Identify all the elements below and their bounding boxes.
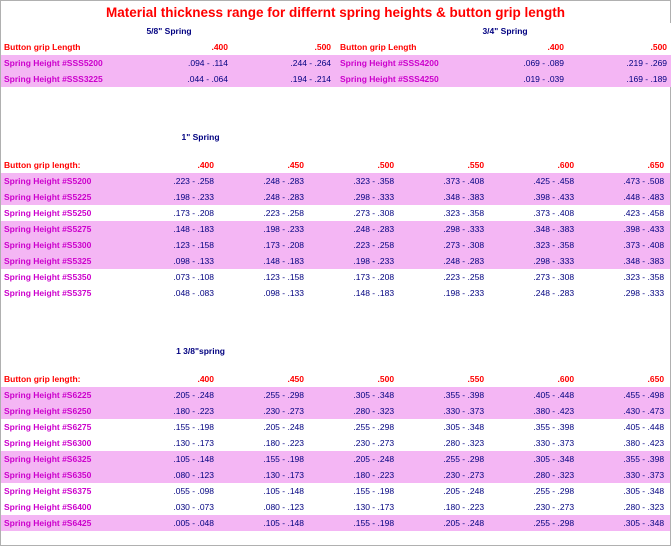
grip-value-600: .600 — [557, 160, 575, 170]
table-row — [1, 467, 670, 483]
thickness-cell: .080 - .123 — [173, 470, 214, 480]
spring-height-label: Spring Height #S6425 — [4, 518, 92, 528]
thickness-cell: .305 - .348 — [353, 390, 395, 400]
thickness-cell: .380 - .423 — [623, 438, 665, 448]
thickness-cell: .348 - .383 — [443, 192, 485, 202]
thickness-cell: .355 - .398 — [623, 454, 665, 464]
thickness-cell: .230 - .273 — [533, 502, 575, 512]
table-row — [1, 499, 670, 515]
thickness-cell: .173 - .208 — [353, 272, 395, 282]
spacer-row — [1, 359, 670, 371]
thickness-cell: .330 - .373 — [623, 470, 665, 480]
thickness-cell: .155 - .198 — [353, 518, 395, 528]
grip-header-row — [1, 39, 337, 55]
spring-height-label: Spring Height #S5250 — [4, 208, 92, 218]
thickness-cell: .255 - .298 — [353, 422, 395, 432]
grip-length-label: Button grip length: — [4, 374, 81, 384]
section-heading-3-4: 3/4" Spring — [482, 26, 528, 36]
table-1-inch-spring — [1, 129, 670, 301]
thickness-cell: .248 - .283 — [263, 192, 304, 202]
thickness-cell: .180 - .223 — [263, 438, 304, 448]
thickness-cell: .180 - .223 — [443, 502, 485, 512]
thickness-cell: .223 - .258 — [353, 240, 395, 250]
grip-value-650: .650 — [647, 160, 665, 170]
spring-height-label: Spring Height #S5275 — [4, 224, 92, 234]
grip-value-600: .600 — [557, 374, 575, 384]
spring-height-label: Spring Height #S6275 — [4, 422, 92, 432]
thickness-cell: .305 - .348 — [623, 486, 665, 496]
thickness-cell: .248 - .283 — [263, 176, 304, 186]
spring-height-label: Spring Height #S6325 — [4, 454, 92, 464]
thickness-cell: .248 - .283 — [443, 256, 485, 266]
spring-height-label: Spring Height #S6400 — [4, 502, 92, 512]
thickness-cell: .248 - .283 — [353, 224, 395, 234]
thickness-cell: .130 - .173 — [263, 470, 304, 480]
thickness-cell: .030 - .073 — [173, 502, 214, 512]
thickness-cell: .198 - .233 — [263, 224, 304, 234]
spring-height-label: Spring Height #SSS4250 — [340, 74, 439, 84]
thickness-cell: .430 - .473 — [623, 406, 665, 416]
table-row — [1, 253, 670, 269]
thickness-cell: .425 - .458 — [533, 176, 575, 186]
thickness-cell: .048 - .083 — [173, 288, 214, 298]
thickness-cell: .205 - .248 — [173, 390, 214, 400]
thickness-cell: .205 - .248 — [263, 422, 304, 432]
thickness-cell: .073 - .108 — [173, 272, 214, 282]
grip-value-550: .550 — [467, 160, 485, 170]
thickness-cell: .248 - .283 — [533, 288, 575, 298]
grip-value-550: .550 — [467, 374, 485, 384]
thickness-cell: .205 - .248 — [443, 518, 485, 528]
thickness-cell: .305 - .348 — [443, 422, 485, 432]
thickness-cell: .373 - .408 — [443, 176, 485, 186]
thickness-cell: .298 - .333 — [533, 256, 575, 266]
thickness-cell: .244 - .264 — [290, 58, 332, 68]
thickness-cell: .169 - .189 — [626, 74, 668, 84]
table-row — [1, 237, 670, 253]
grip-header-row — [1, 157, 670, 173]
thickness-cell: .298 - .333 — [623, 288, 665, 298]
spring-height-label: Spring Height #S5325 — [4, 256, 92, 266]
table-row — [1, 189, 670, 205]
thickness-cell: .273 - .308 — [533, 272, 575, 282]
thickness-cell: .180 - .223 — [173, 406, 214, 416]
thickness-cell: .155 - .198 — [263, 454, 304, 464]
thickness-cell: .305 - .348 — [623, 518, 665, 528]
thickness-cell: .373 - .408 — [623, 240, 665, 250]
grip-value-400: .400 — [547, 42, 564, 52]
grip-header-row — [1, 371, 670, 387]
thickness-cell: .298 - .333 — [443, 224, 485, 234]
thickness-cell: .148 - .183 — [173, 224, 214, 234]
thickness-cell: .473 - .508 — [623, 176, 665, 186]
thickness-cell: .055 - .098 — [173, 486, 214, 496]
grip-length-label: Button grip length: — [4, 160, 81, 170]
thickness-cell: .198 - .233 — [353, 256, 395, 266]
table-row — [1, 451, 670, 467]
thickness-cell: .323 - .358 — [533, 240, 575, 250]
table-row — [1, 435, 670, 451]
spring-height-label: Spring Height #S6375 — [4, 486, 92, 496]
thickness-cell: .405 - .448 — [623, 422, 665, 432]
thickness-cell: .223 - .258 — [443, 272, 485, 282]
thickness-cell: .130 - .173 — [173, 438, 214, 448]
thickness-cell: .255 - .298 — [533, 486, 575, 496]
thickness-cell: .323 - .358 — [353, 176, 395, 186]
thickness-cell: .155 - .198 — [353, 486, 395, 496]
table-row — [1, 285, 670, 301]
thickness-cell: .044 - .064 — [187, 74, 228, 84]
thickness-cell: .455 - .498 — [623, 390, 665, 400]
table-row — [1, 387, 670, 403]
spacer-row — [1, 145, 670, 157]
spring-height-label: Spring Height #S6350 — [4, 470, 92, 480]
spring-height-label: Spring Height #S6225 — [4, 390, 92, 400]
grip-length-label: Button grip Length — [340, 42, 417, 52]
thickness-cell: .398 - .433 — [623, 224, 665, 234]
thickness-cell: .330 - .373 — [443, 406, 485, 416]
table-row — [1, 205, 670, 221]
thickness-cell: .230 - .273 — [443, 470, 485, 480]
thickness-cell: .180 - .223 — [353, 470, 395, 480]
thickness-cell: .380 - .423 — [533, 406, 575, 416]
thickness-cell: .105 - .148 — [173, 454, 214, 464]
grip-value-500: .500 — [314, 42, 332, 52]
thickness-cell: .448 - .483 — [623, 192, 665, 202]
section-heading-row — [337, 23, 671, 39]
thickness-cell: .098 - .133 — [173, 256, 214, 266]
thickness-cell: .223 - .258 — [173, 176, 214, 186]
thickness-cell: .423 - .458 — [623, 208, 665, 218]
section-heading-row — [1, 129, 670, 145]
grip-value-450: .450 — [287, 374, 304, 384]
thickness-cell: .255 - .298 — [533, 518, 575, 528]
thickness-cell: .280 - .323 — [443, 438, 485, 448]
spring-height-label: Spring Height #SSS3225 — [4, 74, 103, 84]
spacer — [1, 359, 670, 371]
thickness-cell: .205 - .248 — [443, 486, 485, 496]
table-row — [337, 71, 671, 87]
thickness-cell: .255 - .298 — [263, 390, 304, 400]
grip-value-400: .400 — [211, 42, 228, 52]
thickness-cell: .305 - .348 — [533, 454, 575, 464]
grip-value-500: .500 — [377, 374, 395, 384]
thickness-cell: .330 - .373 — [533, 438, 575, 448]
spring-height-label: Spring Height #S5350 — [4, 272, 92, 282]
thickness-cell: .069 - .089 — [523, 58, 564, 68]
table-row — [1, 173, 670, 189]
thickness-cell: .230 - .273 — [353, 438, 395, 448]
thickness-cell: .205 - .248 — [353, 454, 395, 464]
thickness-cell: .123 - .158 — [173, 240, 214, 250]
thickness-cell: .355 - .398 — [533, 422, 575, 432]
grip-value-500: .500 — [650, 42, 668, 52]
table-5-8-spring — [1, 23, 337, 87]
thickness-cell: .198 - .233 — [443, 288, 485, 298]
thickness-cell: .273 - .308 — [353, 208, 395, 218]
grip-header-row — [337, 39, 671, 55]
thickness-cell: .130 - .173 — [353, 502, 395, 512]
table-row — [1, 403, 670, 419]
thickness-cell: .219 - .269 — [626, 58, 668, 68]
spacer — [400, 343, 670, 359]
grip-value-650: .650 — [647, 374, 665, 384]
spring-height-label: Spring Height #SSS4200 — [340, 58, 439, 68]
table-3-4-spring — [337, 23, 671, 87]
section-heading-1-3-8: 1 3/8"spring — [176, 346, 225, 356]
thickness-cell: .230 - .273 — [263, 406, 304, 416]
thickness-cell: .105 - .148 — [263, 518, 304, 528]
thickness-cell: .348 - .383 — [623, 256, 665, 266]
thickness-cell: .173 - .208 — [263, 240, 304, 250]
grip-value-400: .400 — [197, 374, 214, 384]
thickness-cell: .019 - .039 — [523, 74, 564, 84]
table-row — [1, 221, 670, 237]
spring-height-label: Spring Height #S5300 — [4, 240, 92, 250]
table-row — [1, 269, 670, 285]
thickness-cell: .098 - .133 — [263, 288, 304, 298]
spring-height-label: Spring Height #S5375 — [4, 288, 92, 298]
thickness-cell: .148 - .183 — [353, 288, 395, 298]
thickness-cell: .280 - .323 — [623, 502, 665, 512]
table-row — [1, 55, 337, 71]
thickness-cell: .273 - .308 — [443, 240, 485, 250]
spacer — [1, 145, 670, 157]
spring-height-label: Spring Height #S6250 — [4, 406, 92, 416]
thickness-cell: .323 - .358 — [623, 272, 665, 282]
thickness-cell: .323 - .358 — [443, 208, 485, 218]
spring-height-label: Spring Height #S5225 — [4, 192, 92, 202]
grip-value-450: .450 — [287, 160, 304, 170]
thickness-cell: .280 - .323 — [353, 406, 395, 416]
thickness-cell: .223 - .258 — [263, 208, 304, 218]
grip-value-400: .400 — [197, 160, 214, 170]
thickness-cell: .405 - .448 — [533, 390, 575, 400]
grip-value-500: .500 — [377, 160, 395, 170]
thickness-cell: .198 - .233 — [173, 192, 214, 202]
thickness-cell: .123 - .158 — [263, 272, 304, 282]
thickness-cell: .398 - .433 — [533, 192, 575, 202]
thickness-cell: .105 - .148 — [263, 486, 304, 496]
table-row — [1, 71, 337, 87]
thickness-cell: .298 - .333 — [353, 192, 395, 202]
section-heading-row — [1, 23, 337, 39]
spring-height-label: Spring Height #S5200 — [4, 176, 92, 186]
spring-height-label: Spring Height #S6300 — [4, 438, 92, 448]
thickness-cell: .173 - .208 — [173, 208, 214, 218]
section-heading-5-8: 5/8" Spring — [146, 26, 192, 36]
thickness-cell: .348 - .383 — [533, 224, 575, 234]
spacer — [400, 129, 670, 145]
thickness-cell: .255 - .298 — [443, 454, 485, 464]
spring-height-label: Spring Height #SSS5200 — [4, 58, 103, 68]
table-row — [1, 483, 670, 499]
thickness-cell: .005 - .048 — [173, 518, 214, 528]
table-1-3-8-spring — [1, 343, 670, 531]
thickness-cell: .373 - .408 — [533, 208, 575, 218]
thickness-cell: .194 - .214 — [290, 74, 332, 84]
table-row — [337, 55, 671, 71]
page-title: Material thickness range for differnt spring heights & button grip length — [105, 5, 566, 20]
thickness-cell: .080 - .123 — [263, 502, 304, 512]
table-row — [1, 515, 670, 531]
thickness-cell: .155 - .198 — [173, 422, 214, 432]
thickness-cell: .148 - .183 — [263, 256, 304, 266]
thickness-cell: .280 - .323 — [533, 470, 575, 480]
grip-length-label: Button grip Length — [4, 42, 81, 52]
section-heading-row — [1, 343, 670, 359]
thickness-cell: .355 - .398 — [443, 390, 485, 400]
section-heading-1-inch: 1" Spring — [181, 132, 220, 142]
table-row — [1, 419, 670, 435]
thickness-cell: .094 - .114 — [187, 58, 228, 68]
